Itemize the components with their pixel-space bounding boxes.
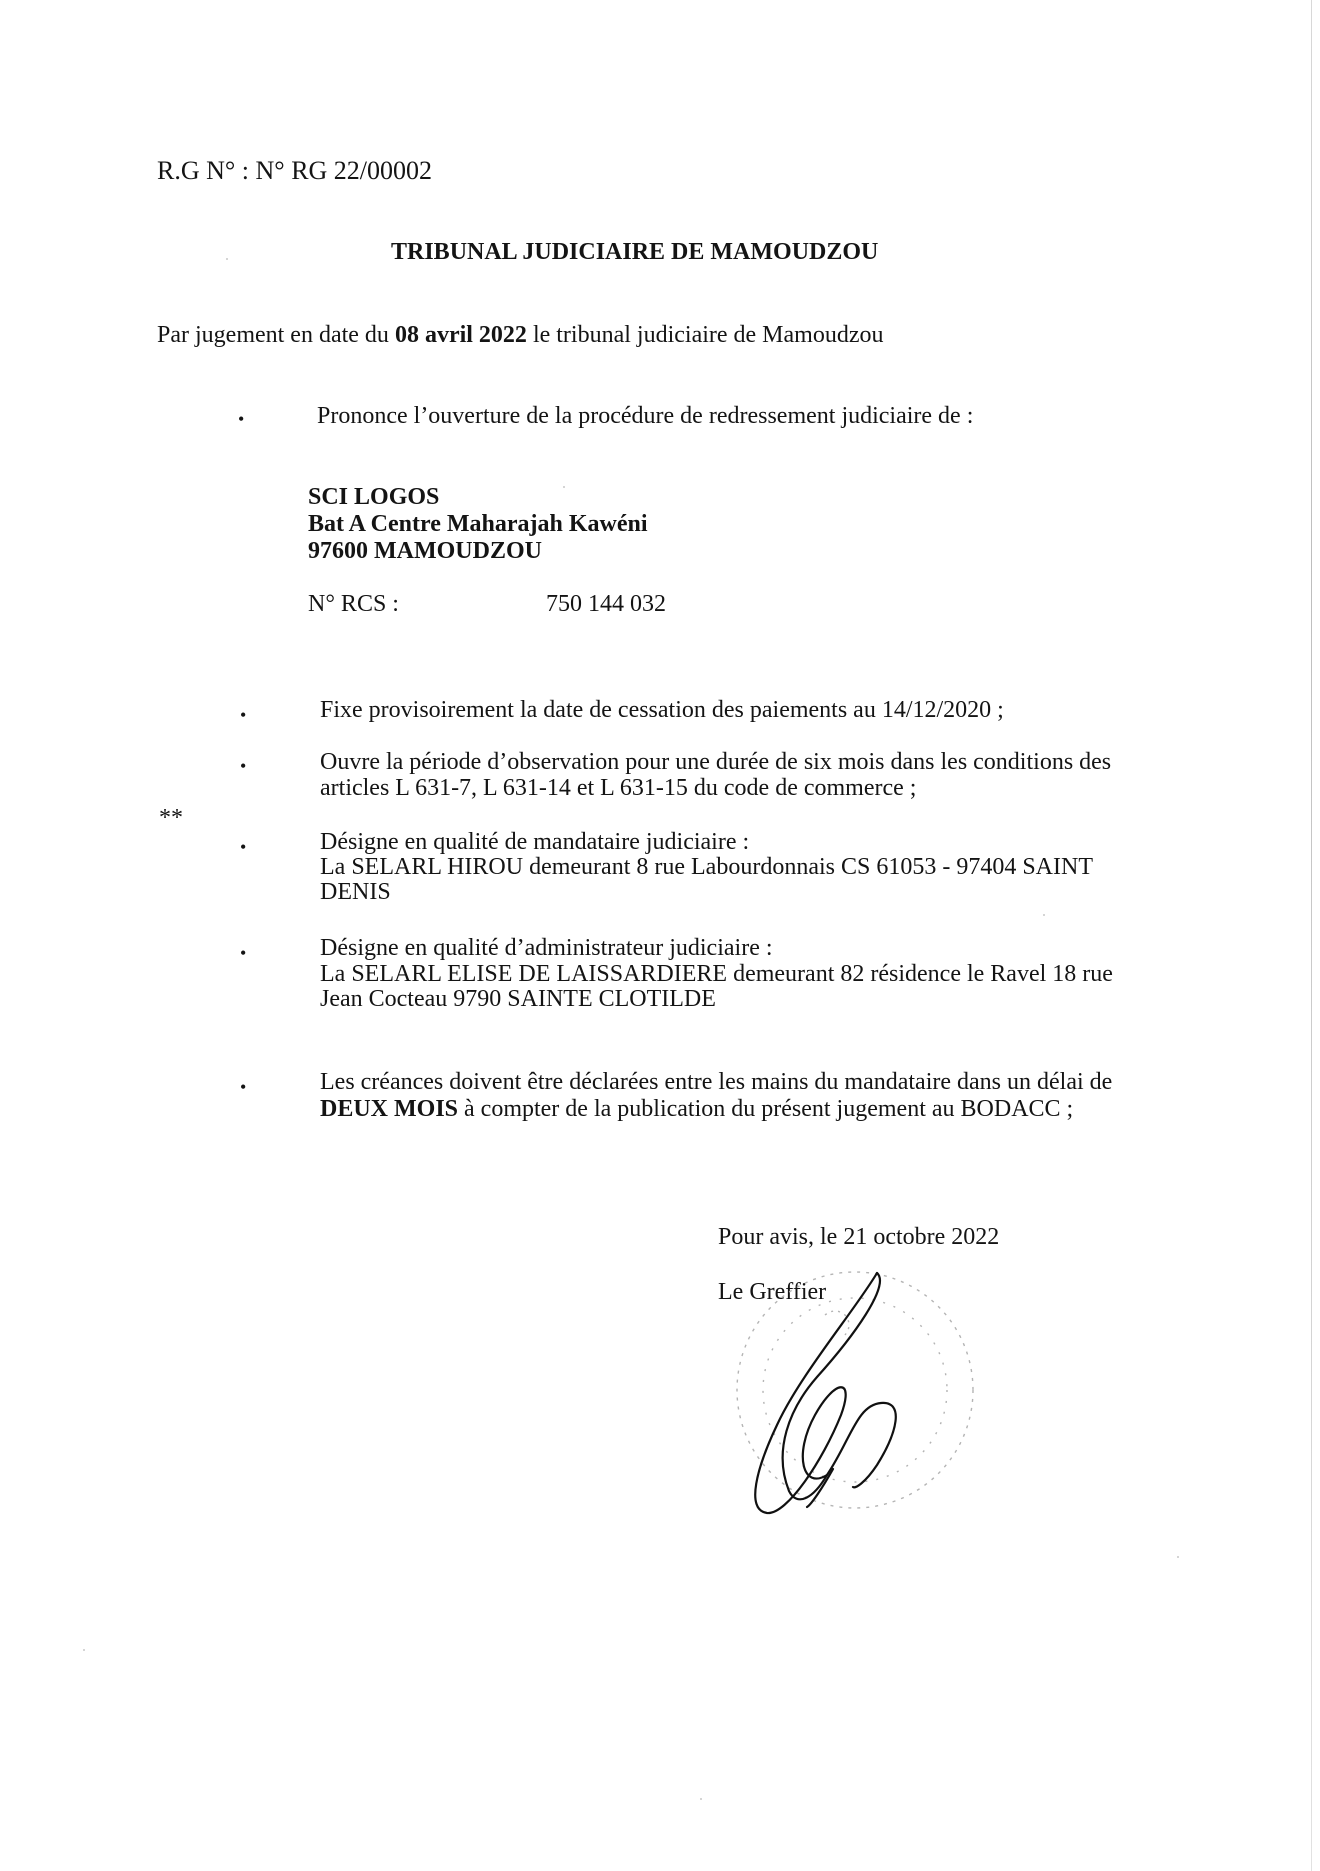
scan-edge-line — [1311, 0, 1312, 1871]
scan-speck — [1043, 914, 1045, 916]
observation-line1: Ouvre la période d’observation pour une durée de six mois dans les conditions des — [320, 749, 1112, 775]
administrateur-line2: Jean Cocteau 9790 SAINTE CLOTILDE — [320, 986, 716, 1012]
mandataire-line2: DENIS — [320, 879, 391, 905]
mandataire-line1: La SELARL HIROU demeurant 8 rue Labourdonnais CS 61053 - 97404 SAINT — [320, 854, 1093, 880]
bullet-icon: • — [238, 409, 245, 429]
scan-speck — [563, 486, 565, 488]
debtor-address-line2: 97600 MAMOUDZOU — [308, 538, 542, 564]
intro-text-after: le tribunal judiciaire de Mamoudzou — [526, 322, 884, 348]
rcs-label: N° RCS : — [308, 591, 399, 617]
intro-sentence — [157, 321, 884, 350]
creances-line2-rest: à compter de la publication du présent jugement au BODACC ; — [458, 1096, 1074, 1122]
administrateur-line1: La SELARL ELISE DE LAISSARDIERE demeurant 82 résidence le Ravel 18 rue — [320, 961, 1113, 987]
administrateur-title: Désigne en qualité d’administrateur judiciaire : — [320, 935, 773, 961]
notice-date: Pour avis, le 21 octobre 2022 — [718, 1224, 1000, 1250]
court-title: TRIBUNAL JUDICIAIRE DE MAMOUDZOU — [391, 239, 879, 265]
scan-speck — [700, 1798, 702, 1800]
bullet-icon: • — [240, 756, 247, 776]
signatory-title: Le Greffier — [718, 1279, 827, 1305]
rcs-number: 750 144 032 — [546, 591, 666, 617]
bullet-icon: • — [240, 705, 247, 725]
debtor-name: SCI LOGOS — [308, 484, 440, 510]
debtor-address-line1: Bat A Centre Maharajah Kawéni — [308, 511, 648, 537]
signature-graphic — [705, 1255, 1005, 1525]
deadline-emphasis: DEUX MOIS — [320, 1096, 459, 1122]
judgment-date: 08 avril 2022 — [394, 322, 527, 348]
scan-speck — [83, 1649, 85, 1651]
opening-text: Prononce l’ouverture de la procédure de redressement judiciaire de : — [317, 403, 974, 429]
observation-line2: articles L 631-7, L 631-14 et L 631-15 du code de commerce ; — [320, 775, 917, 801]
creances-line1: Les créances doivent être déclarées entre les mains du mandataire dans un délai de — [320, 1069, 1113, 1095]
mandataire-title: Désigne en qualité de mandataire judiciaire : — [320, 829, 750, 855]
bullet-icon: • — [240, 1077, 247, 1097]
creances-line2 — [320, 1095, 1073, 1124]
bullet-icon: • — [240, 943, 247, 963]
scan-speck — [226, 258, 228, 260]
margin-mark: ** — [159, 805, 183, 831]
bullet-icon: • — [240, 837, 247, 857]
rg-number: R.G N° : N° RG 22/00002 — [157, 156, 433, 185]
scan-speck — [1177, 1556, 1179, 1558]
cessation-text: Fixe provisoirement la date de cessation des paiements au 14/12/2020 ; — [320, 697, 1004, 723]
intro-text-before: Par jugement en date du — [157, 322, 395, 348]
